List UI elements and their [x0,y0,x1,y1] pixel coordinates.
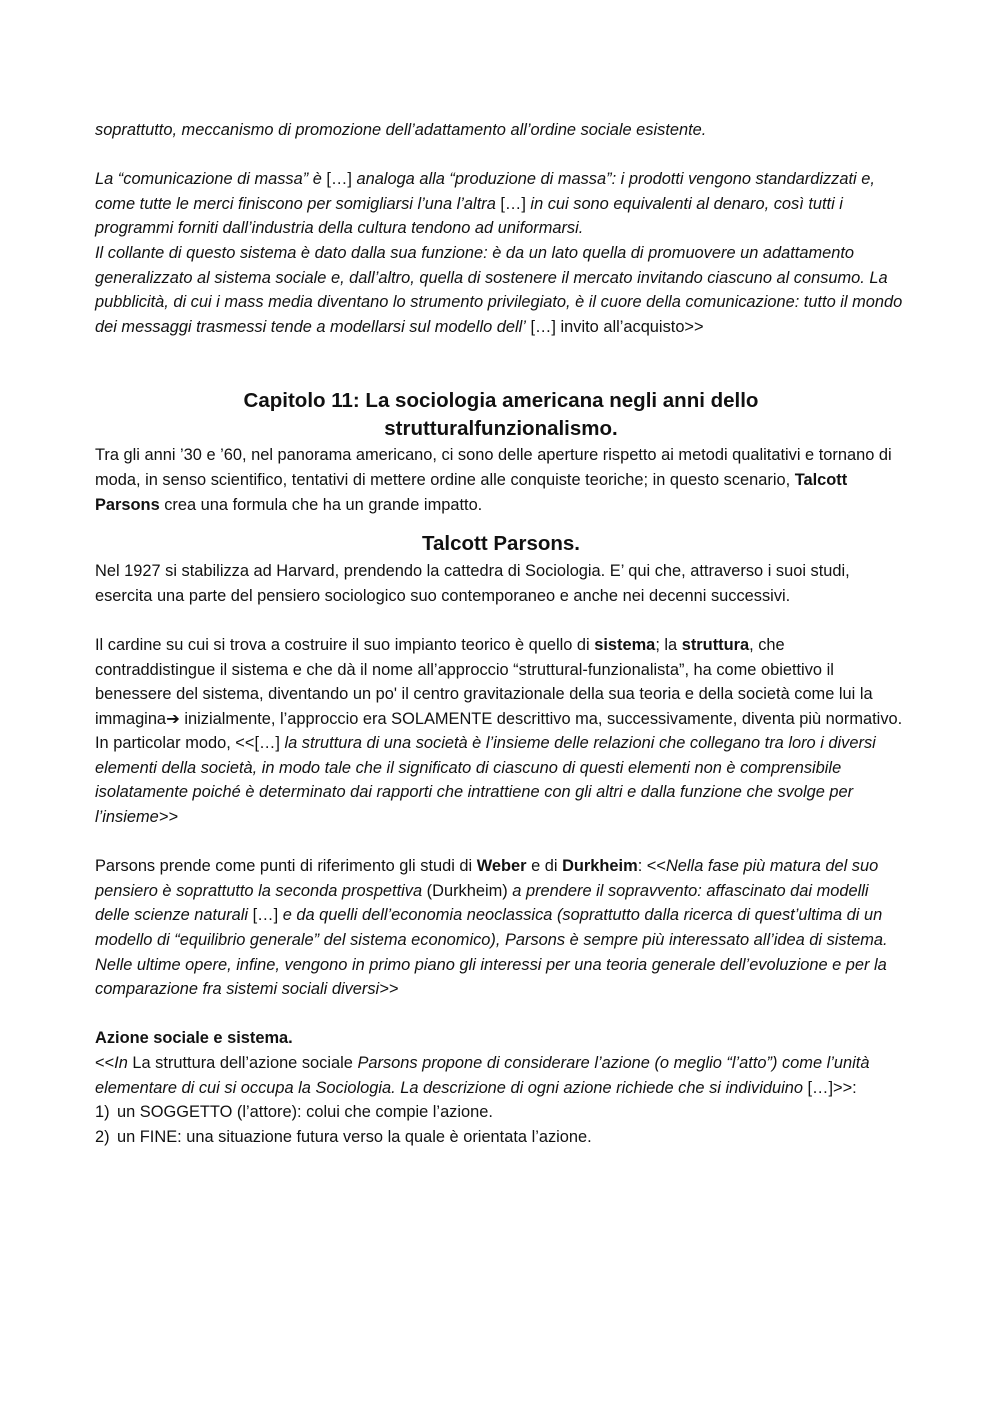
section-heading-azione: Azione sociale e sistema. [95,1029,293,1048]
intro-paragraph-system: Il collante di questo sistema è dato dalla sua funzione: è da un lato quella di promuovere un adattamento generalizzato al sistema sociale e, dall’altro, quella di sostenere il mercato invitando ciascuno al consumo. La pubblicità, di cui i mass media diventano lo strumento privilegiato, è il cuore della comunicazione: tutto il mondo dei messaggi trasmessi tende a modellarsi sul modello dell’ […] invito all’acquisto>> [95,243,903,336]
arrow-icon: ➔ [166,709,180,728]
parsons-paragraph-harvard: Nel 1927 si stabilizza ad Harvard, prendendo la cattedra di Sociologia. E’ qui che, attraverso i suoi studi, esercita una parte del pensiero sociologico suo contemporaneo e anche nei decenni successivi. [95,562,850,605]
section-heading-parsons: Talcott Parsons. [422,532,580,556]
azione-paragraph: <<In La struttura dell’azione sociale Parsons propone di considerare l’azione (o meglio “l’atto”) come l’unità elementare di cui si occupa la Sociologia. La descrizione di ogni azione richiede che si individuino […]>>: [95,1054,870,1097]
chapter-title: Capitolo 11: La sociologia americana negli anni dello strutturalfunzionalismo. [243,389,759,441]
document-page [95,118,907,1149]
parsons-paragraph-references: Parsons prende come punti di riferimento gli studi di Weber e di Durkheim: <<Nella fase più matura del suo pensiero è soprattutto la seconda prospettiva (Durkheim) a prendere il sopravvento: affascinato dai modelli delle scienze naturali […] e da quelli dell’economia neoclassica (soprattutto dalla ricerca di quest’ultima di un modello di “equilibrio generale” del sistema economico), Parsons è sempre più interessato all’idea di sistema. Nelle ultime opere, infine, vengono in primo piano gli interessi per una teoria generale dell’evoluzione e per la comparazione fra sistemi sociali diversi>> [95,857,888,999]
chapter-intro-paragraph: Tra gli anni ’30 e ’60, nel panorama americano, ci sono delle aperture rispetto ai metodi qualitativi e tornano di moda, in senso scientifico, tentativi di mettere ordine alle conquiste teoriche; in questo scenario, Talcott Parsons crea una formula che ha un grande impatto. [95,446,892,514]
intro-line: soprattutto, meccanismo di promozione dell’adattamento all’ordine sociale esistente. [95,121,707,139]
parsons-paragraph-system: Il cardine su cui si trova a costruire il suo impianto teorico è quello di sistema; la struttura, che contraddistingue il sistema e che dà il nome all’approccio “struttural-funzionalista”, ha come obiettivo il benessere del sistema, diventando un po' il centro gravitazionale della sua teoria e della società come lui la immagina➔ inizialmente, l’approccio era SOLAMENTE descrittivo ma, successivamente, diventa più normativo. In particolar modo, <<[…] la struttura di una società è l’insieme delle relazioni che collegano tra loro i diversi elementi della società, in modo tale che il significato di ciascuno di questi elementi non è comprensibile isolatamente poiché è determinato dai rapporti che intrattiene con gli altri e dalla funzione che svolge per l’insieme>> [95,635,903,827]
intro-paragraph-mass-communication: La “comunicazione di massa” è […] analoga alla “produzione di massa”: i prodotti vengono standardizzati e, come tutte le merci finiscono per somigliarsi l’una l’altra […] in cui sono equivalenti al denaro, così tutti i programmi forniti dall’industria della cultura tendono ad uniformarsi. [95,170,875,238]
list-item: 2) un FINE: una situazione futura verso la quale è orientata l’azione. [95,1127,592,1146]
list-item: 1) un SOGGETTO (l’attore): colui che compie l’azione. [95,1103,493,1122]
